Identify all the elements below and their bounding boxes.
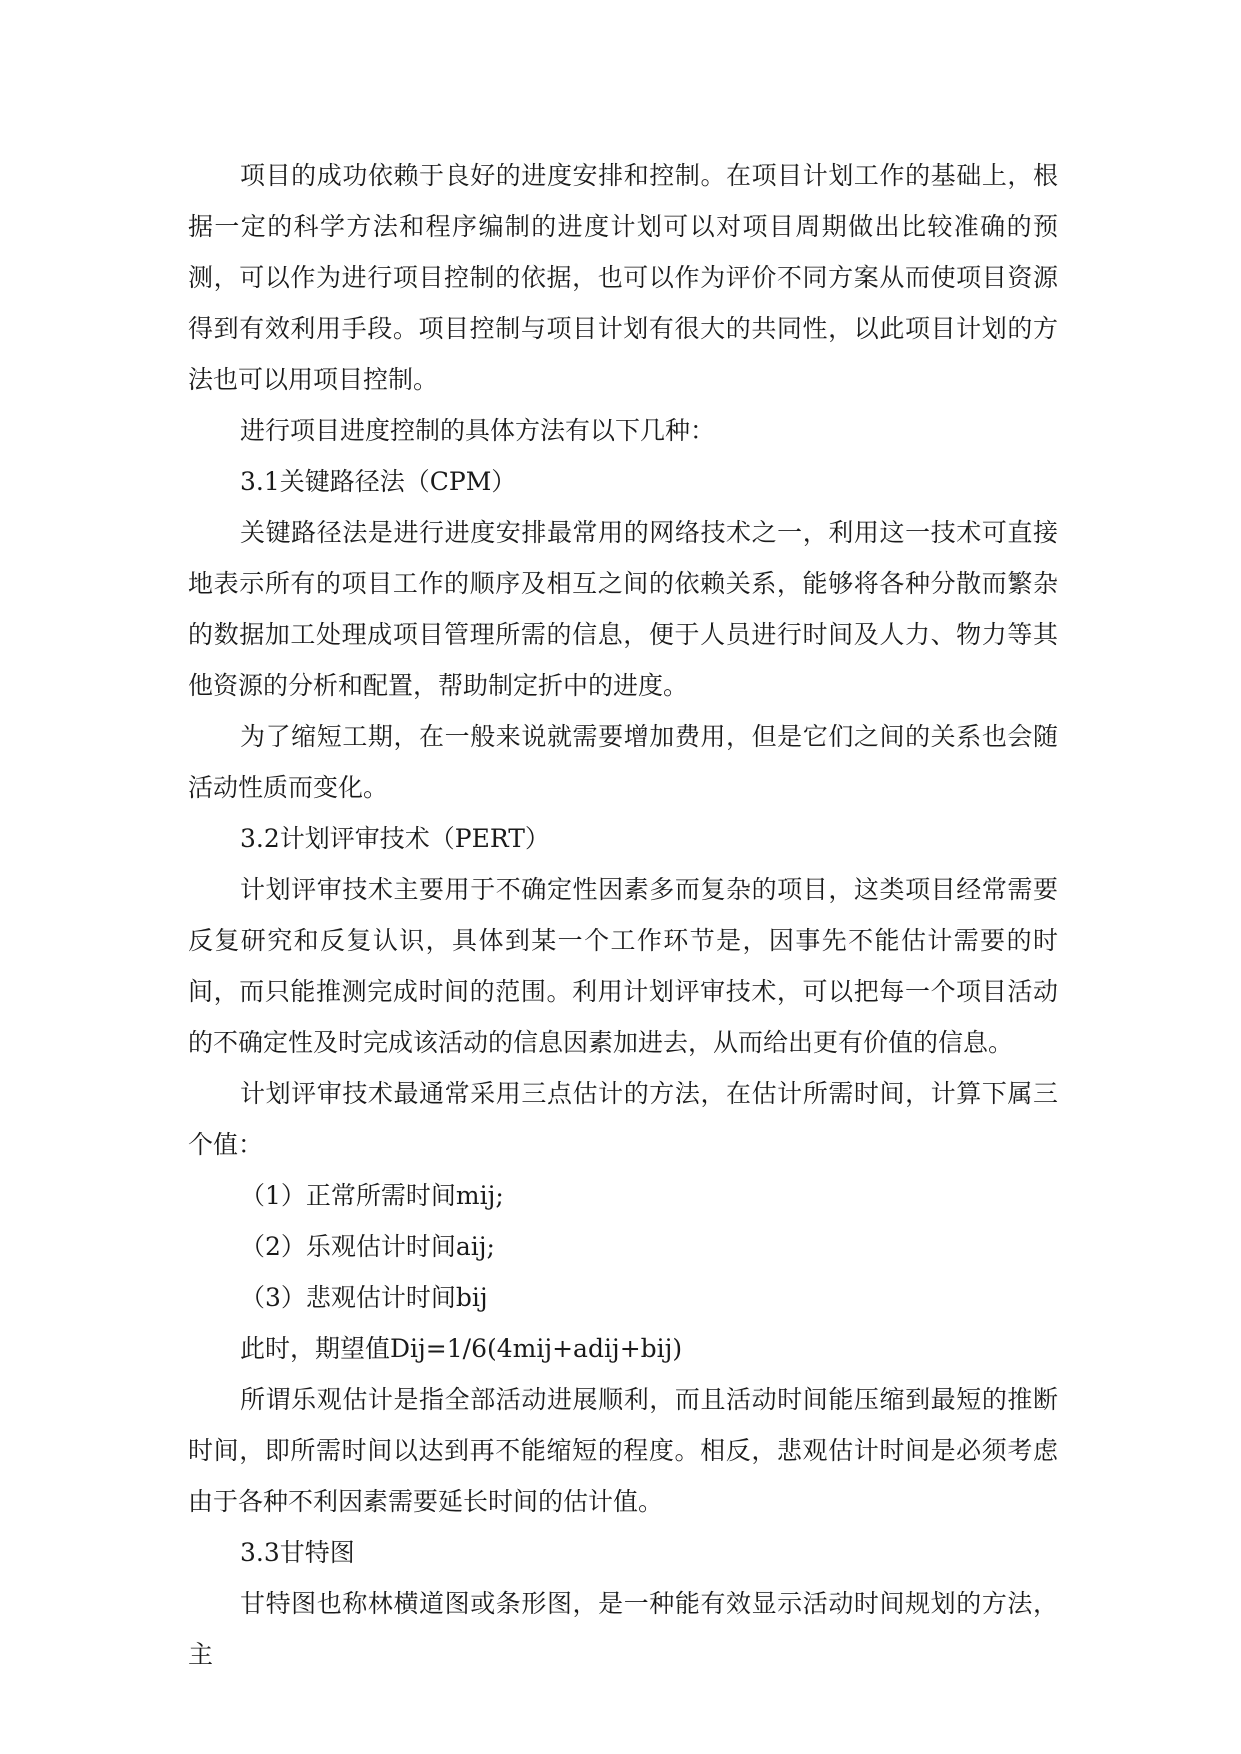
document-body bbox=[188, 150, 1058, 1680]
list-item-normal-time: （1）正常所需时间mij; bbox=[240, 1181, 504, 1210]
list-item-optimistic-time: （2）乐观估计时间aij; bbox=[240, 1232, 495, 1261]
paragraph-pert: 计划评审技术主要用于不确定性因素多而复杂的项目，这类项目经常需要反复研究和反复认识，具体到某一个工作环节是，因事先不能估计需要的时间，而只能推测完成时间的范围。利用计划评审技术，可以把每一个项目活动的不确定性及时完成该活动的信息因素加进去，从而给出更有价值的信息。 bbox=[188, 875, 1058, 1057]
paragraph-cpm: 关键路径法是进行进度安排最常用的网络技术之一，利用这一技术可直接地表示所有的项目工作的顺序及相互之间的依赖关系，能够将各种分散而繁杂的数据加工处理成项目管理所需的信息，便于人员进行时间及人力、物力等其他资源的分析和配置，帮助制定折中的进度。 bbox=[188, 518, 1058, 700]
heading-gantt: 3.3甘特图 bbox=[240, 1538, 355, 1567]
paragraph-three-point: 计划评审技术最通常采用三点估计的方法，在估计所需时间，计算下属三个值： bbox=[188, 1079, 1058, 1159]
paragraph-estimates: 所谓乐观估计是指全部活动进展顺利，而且活动时间能压缩到最短的推断时间，即所需时间以达到再不能缩短的程度。相反，悲观估计时间是必须考虑由于各种不利因素需要延长时间的估计值。 bbox=[188, 1385, 1058, 1516]
heading-cpm: 3.1关键路径法（CPM） bbox=[240, 467, 517, 496]
paragraph-intro: 项目的成功依赖于良好的进度安排和控制。在项目计划工作的基础上，根据一定的科学方法和程序编制的进度计划可以对项目周期做出比较准确的预测，可以作为进行项目控制的依据，也可以作为评价不同方案从而使项目资源得到有效利用手段。项目控制与项目计划有很大的共同性，以此项目计划的方法也可以用项目控制。 bbox=[188, 161, 1058, 394]
paragraph-cost: 为了缩短工期，在一般来说就需要增加费用，但是它们之间的关系也会随活动性质而变化。 bbox=[188, 722, 1058, 802]
paragraph-expected-value: 此时，期望值Dij=1/6(4mij+adij+bij) bbox=[240, 1334, 683, 1363]
heading-pert: 3.2计划评审技术（PERT） bbox=[240, 824, 550, 853]
list-item-pessimistic-time: （3）悲观估计时间bij bbox=[240, 1283, 488, 1312]
paragraph-gantt: 甘特图也称林横道图或条形图，是一种能有效显示活动时间规划的方法，主 bbox=[188, 1589, 1058, 1669]
paragraph-methods-intro: 进行项目进度控制的具体方法有以下几种： bbox=[240, 416, 716, 445]
